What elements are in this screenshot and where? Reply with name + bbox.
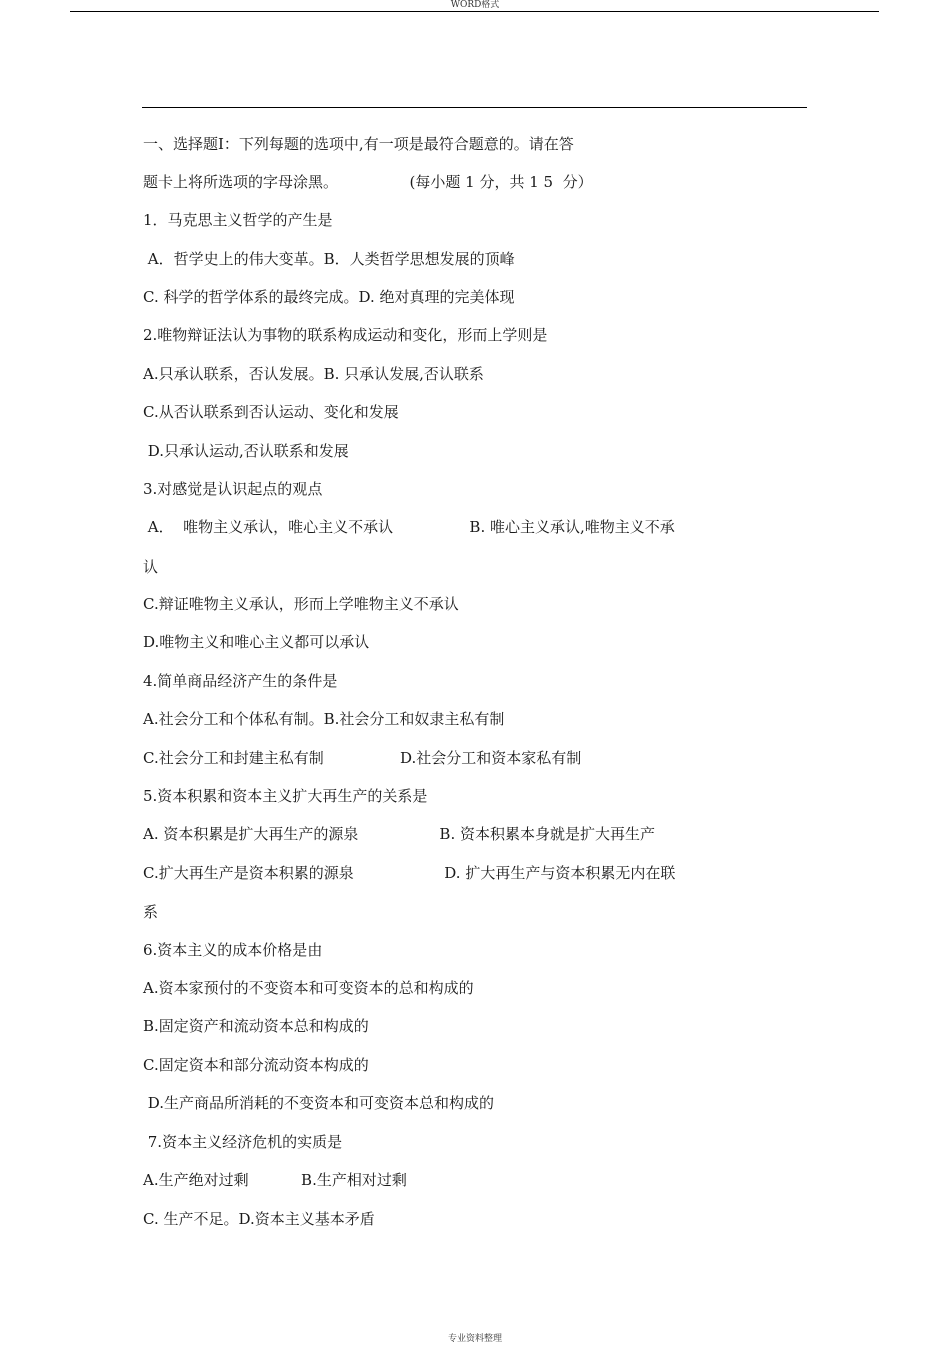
question-4-options-cd: C.社会分工和封建主私有制 D.社会分工和资本家私有制 [143,749,582,767]
question-5-stem: 5.资本积累和资本主义扩大再生产的关系是 [143,787,428,805]
question-3-option-c: C.辩证唯物主义承认，形而上学唯物主义不承认 [143,595,459,613]
question-6-option-c: C.固定资本和部分流动资本构成的 [143,1056,369,1074]
question-2-stem: 2.唯物辩证法认为事物的联系构成运动和变化，形而上学则是 [143,326,548,344]
question-3-option-b-continued: 认 [143,558,159,576]
question-4-stem: 4.简单商品经济产生的条件是 [143,672,338,690]
question-2-option-c: C.从否认联系到否认运动、变化和发展 [143,403,399,421]
question-3-options-ab: A． 唯物主义承认，唯心主义不承认 B. 唯心主义承认,唯物主义不承 [143,518,675,536]
question-3-option-d: D.唯物主义和唯心主义都可以承认 [143,633,370,651]
question-1-stem: 1．马克思主义哲学的产生是 [143,211,333,229]
section-instruction-line-1: 一、选择题Ⅰ：下列每题的选项中,有一项是最符合题意的。请在答 [143,135,574,153]
question-7-stem: 7.资本主义经济危机的实质是 [143,1133,343,1151]
section-instruction-line-2: 题卡上将所选项的字母涂黑。 (每小题 1 分，共 1 5 分） [143,173,593,191]
question-6-option-d: D.生产商品所消耗的不变资本和可变资本总和构成的 [143,1094,495,1112]
question-6-option-a: A.资本家预付的不变资本和可变资本的总和构成的 [143,979,474,997]
question-1-options-ab: A．哲学史上的伟大变革。B．人类哲学思想发展的顶峰 [143,250,515,268]
page-header: WORD格式 [450,0,500,10]
question-7-options-ab: A.生产绝对过剩 B.生产相对过剩 [143,1171,407,1189]
question-3-stem: 3.对感觉是认识起点的观点 [143,480,323,498]
question-6-option-b: B.固定资产和流动资本总和构成的 [143,1017,369,1035]
question-2-options-ab: A.只承认联系，否认发展。B. 只承认发展,否认联系 [143,365,484,383]
question-1-options-cd: C. 科学的哲学体系的最终完成。D. 绝对真理的完美体现 [143,288,515,306]
question-5-option-d-continued: 系 [143,903,159,921]
question-4-options-ab: A.社会分工和个体私有制。B.社会分工和奴隶主私有制 [143,710,505,728]
page-footer: 专业资料整理 [447,1334,502,1344]
question-5-options-ab: A. 资本积累是扩大再生产的源泉 B. 资本积累本身就是扩大再生产 [143,825,655,843]
question-6-stem: 6.资本主义的成本价格是由 [143,941,323,959]
question-7-options-cd: C. 生产不足。D.资本主义基本矛盾 [143,1210,375,1228]
header-rule [70,11,879,12]
question-5-options-cd: C.扩大再生产是资本积累的源泉 D. 扩大再生产与资本积累无内在联 [143,864,676,882]
question-2-option-d: D.只承认运动,否认联系和发展 [143,442,349,460]
title-rule [142,107,807,108]
